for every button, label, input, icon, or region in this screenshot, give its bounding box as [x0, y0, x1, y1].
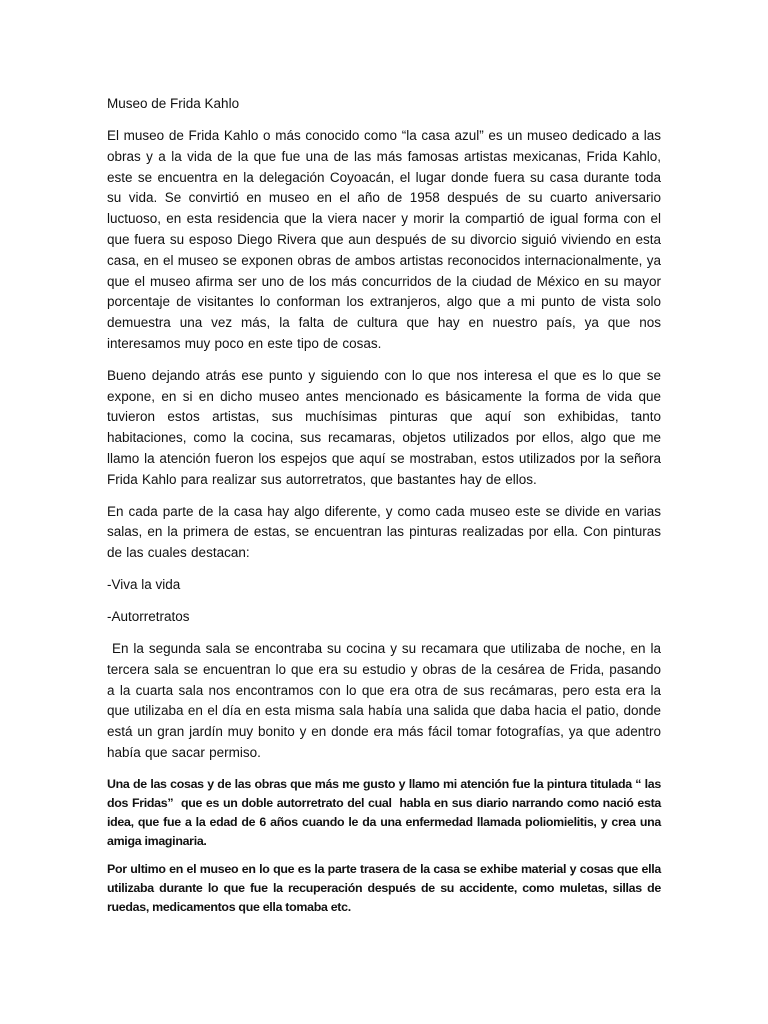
- document-page: [107, 94, 666, 926]
- document-title: Museo de Frida Kahlo: [107, 96, 240, 111]
- paragraph-recovery: Por ultimo en el museo en lo que es la parte trasera de la casa se exhibe material y cosas que ella utilizaba durante lo que fue la recuperación después de su accidente, como muletas, sillas de ruedas, medicamentos que ella tomaba etc.: [107, 861, 661, 914]
- paragraph-intro: El museo de Frida Kahlo o más conocido como “la casa azul” es un museo dedicado a las obras y a la vida de la que fue una de las más famosas artistas mexicanas, Frida Kahlo, este se encuentra en la delegación Coyoacán, el lugar donde fuera su casa durante toda su vida. Se convirtió en museo en el año de 1958 después de su cuarto aniversario luctuoso, en esta residencia que la viera nacer y morir la compartió de igual forma con el que fuera su esposo Diego Rivera que aun después de su divorcio siguió viviendo en esta casa, en el museo se exponen obras de ambos artistas reconocidos internacionalmente, ya que el museo afirma ser uno de los más concurridos de la ciudad de México en su mayor porcentaje de visitantes lo conforman los extranjeros, algo que a mi punto de vista solo demuestra una vez más, la falta de cultura que hay en nuestro país, ya que nos interesamos muy poco en este tipo de cosas.: [107, 128, 661, 351]
- paragraph-exhibits: Bueno dejando atrás ese punto y siguiendo con lo que nos interesa el que es lo que se expone, en si en dicho museo antes mencionado es básicamente la forma de vida que tuvieron estos artistas, sus muchísimas pinturas que aquí son exhibidas, tanto habitaciones, como la cocina, sus recamaras, objetos utilizados por ellos, algo que me llamo la atención fueron los espejos que aquí se mostraban, estos utilizados por la señora Frida Kahlo para realizar sus autorretratos, que bastantes hay de ellos.: [107, 367, 661, 487]
- list-item-viva-la-vida: -Viva la vida: [107, 576, 181, 592]
- paragraph-second-room: En la segunda sala se encontraba su cocina y su recamara que utilizaba de noche, en la tercera sala se encuentran lo que era su estudio y obras de la cesárea de Frida, pasando a la cuarta sala nos encontramos con lo que era otra de sus recámaras, pero esta era la que utilizaba en el día en esta misma sala había una salida que daba hacia el patio, donde está un gran jardín muy bonito y en donde era más fácil tomar fotografías, ya que adentro había que sacar permiso.: [107, 640, 666, 760]
- paragraph-rooms: En cada parte de la casa hay algo diferente, y como cada museo este se divide en varias salas, en la primera de estas, se encuentran las pinturas realizadas por ella. Con pinturas de las cuales destacan:: [107, 503, 661, 561]
- paragraph-dos-fridas: Una de las cosas y de las obras que más me gusto y llamo mi atención fue la pintura titulada “ las dos Fridas” que es un doble autorretrato del cual habla en sus diario narrando como nació esta idea, que fue a la edad de 6 años cuando le da una enfermedad llamada poliomielitis, y crea una amiga imaginaria.: [107, 776, 665, 848]
- list-item-autorretratos: -Autorretratos: [107, 608, 190, 624]
